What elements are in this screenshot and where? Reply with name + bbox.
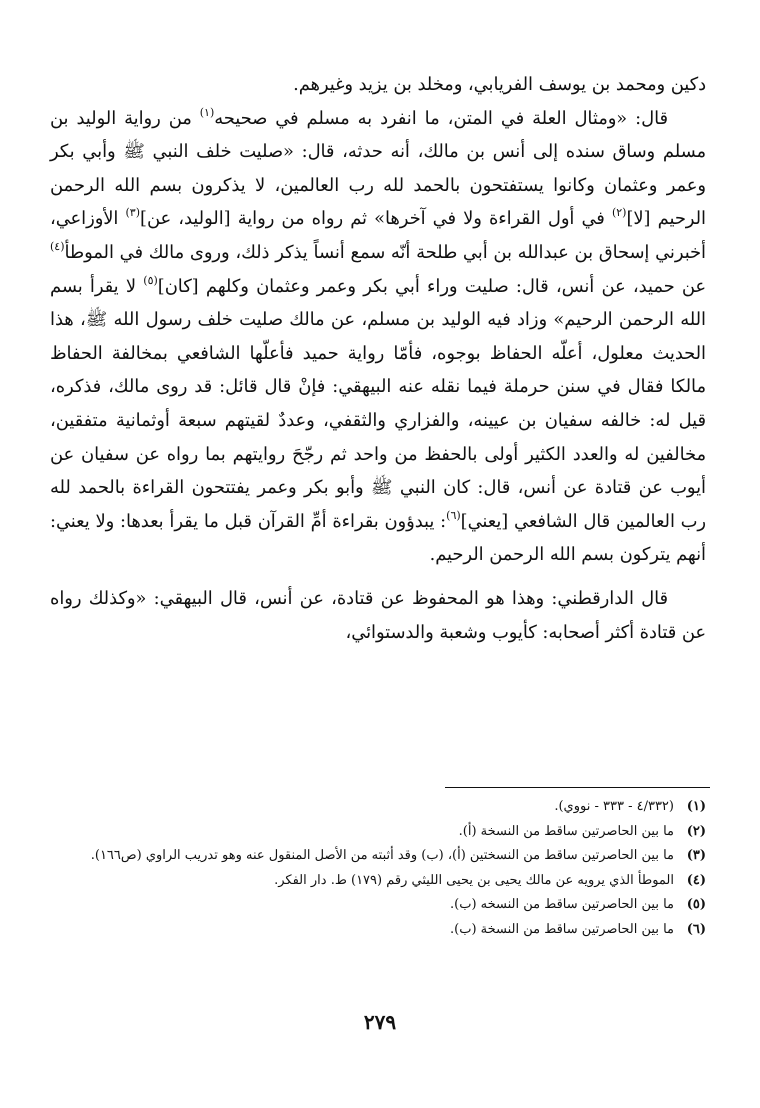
footnote-ref-3: (٣): [125, 206, 141, 220]
footnote-ref-1: (١): [199, 105, 215, 119]
footnote-5: [50, 893, 706, 918]
footnote-ref-6: (٦): [446, 508, 461, 522]
paragraph-gap: [50, 572, 706, 582]
footnote-number: (٤): [686, 872, 706, 888]
p1-seg-b: من رواية الوليد بن مسلم وساق سنده إلى أنس بن مالك، أنه حدثه، قال: «صليت خلف النبي ﷺ وأبي بكر وعمر وعثمان وكانوا يستفتحون بالحمد لله رب العالمين، لا يذكرون بسم الله الرحمن الرحيم [لا]: [50, 107, 706, 230]
footnote-ref-5: (٥): [143, 273, 158, 287]
continuation-line: دكين ومحمد بن يوسف الفريابي، ومخلد بن يزيد وغيرهم.: [293, 74, 706, 95]
footnote-text: (٤/٣٣٢ - ٣٣٣ - نووي).: [554, 799, 674, 814]
paragraph-1: [50, 102, 706, 572]
footnote-text: الموطأ الذي يرويه عن مالك يحيى بن يحيى الليثي رقم (١٧٩) ط. دار الفكر.: [274, 872, 674, 888]
p1-seg-c: في أول القراءة ولا في آخرها» ثم رواه من رواية [الوليد، عن]: [140, 208, 612, 230]
footnote-4: [50, 869, 706, 894]
p1-seg-a: قال: «ومثال العلة في المتن، ما انفرد به مسلم في صحيحه: [214, 107, 668, 129]
footnote-number: (٥): [686, 897, 706, 912]
footnote-6: [50, 918, 706, 943]
footnote-ref-2: (٢): [611, 206, 627, 220]
footnote-number: (٢): [686, 823, 706, 839]
footnote-number: (٦): [686, 921, 706, 937]
main-text: [50, 68, 706, 649]
footnote-2: [50, 820, 706, 845]
p1-seg-e: عن حميد، عن أنس، قال: صليت وراء أبي بكر وعمر وعثمان وكلهم [كان]: [157, 275, 706, 297]
p1-seg-f: لا يقرأ بسم الله الرحمن الرحيم» وزاد فيه الوليد بن مسلم، عن مالك صليت خلف رسول الله ﷺ، هذا الحديث معلول، أعلّه الحفاظ بوجوه، فأمّا رواية حميد فأعلّها الشافعي بمخالفة الحفاظ مالكا فقال في سنن حرملة فيما نقله عنه البيهقي: فإنْ قال قائل: قد روى مالك، فذكره، قيل له: خالفه سفيان بن عيينه، والفزاري والثقفي، وعددٌ لقيتهم سبعة أوثمانية متفقين، مخالفين له والعدد الكثير أولى بالحفظ من واحد ثم رجّحَ روايتهم بما رواه عن سفيان عن أيوب عن قتادة عن أنس، قال: كان النبي ﷺ وأبو بكر وعمر يفتتحون القراءة بالحمد لله رب العالمين قال الشافعي [يعني]: [50, 275, 706, 532]
footnote-number: (٣): [686, 848, 706, 863]
page-number: ٢٧٩: [363, 1010, 397, 1034]
footnote-text: ما بين الحاصرتين ساقط من النسخه (ب).: [450, 897, 674, 912]
p1-seg-g: : يبدؤون بقراءة أمِّ القرآن قبل ما يقرأ بعدها: ولا يعني: أنهم يتركون بسم الله الرحمن الرحيم.: [50, 510, 706, 566]
p1-seg-d: الأوزاعي، أخبرني إسحاق بن عبدالله بن أبي طلحة أنّه سمع أنساً يذكر ذلك، وروى مالك في الموطأ: [50, 208, 706, 263]
footnote-separator: [445, 787, 710, 788]
page-body: [50, 68, 706, 649]
footnote-3: [50, 844, 706, 869]
footnote-text: ما بين الحاصرتين ساقط من النسخة (ب).: [450, 921, 674, 937]
paragraph-2: قال الدارقطني: وهذا هو المحفوظ عن قتادة، عن أنس، قال البيهقي: «وكذلك رواه عن قتادة أكثر أصحابه: كأيوب وشعبة والدستوائي،: [50, 587, 706, 643]
footnote-text: ما بين الحاصرتين ساقط من النسختين (أ)، (ب) وقد أثبته من الأصل المنقول عنه وهو تدريب الراوي (ص١٦٦).: [90, 848, 674, 863]
footnotes: [50, 795, 706, 942]
footnote-text: ما بين الحاصرتين ساقط من النسخة (أ).: [458, 823, 674, 839]
footnote-number: (١): [686, 799, 706, 814]
footnote-1: [50, 795, 706, 820]
footnote-ref-4: (٤): [50, 239, 65, 253]
